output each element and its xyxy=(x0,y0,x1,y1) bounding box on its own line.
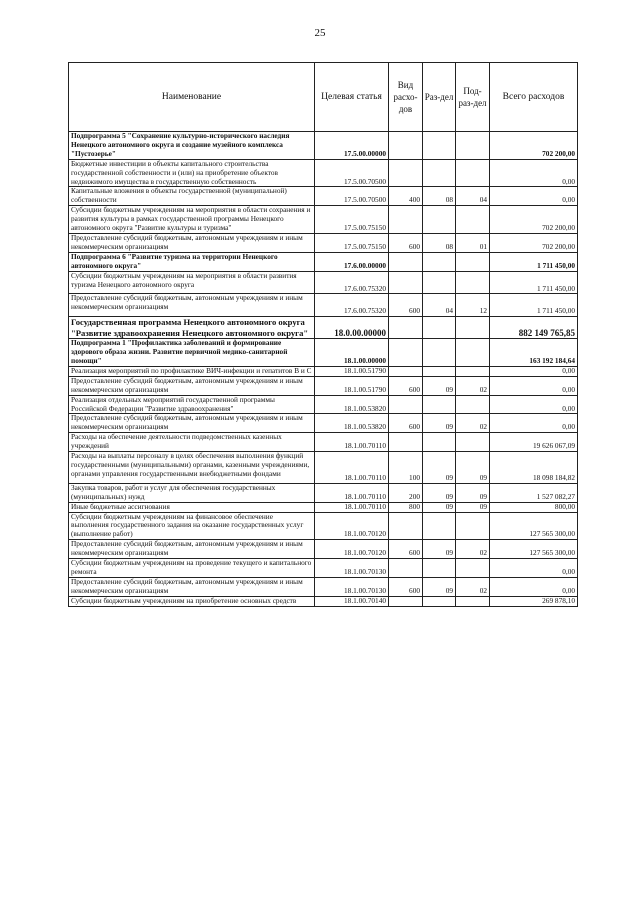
cell-name: Субсидии бюджетным учреждениям на мероприятия в области сохранения и развития культуры в рамках государственной программы Ненецкого автономного округа "Развитие культуры и туризма" xyxy=(69,206,315,234)
cell-section xyxy=(423,317,456,339)
cell-total: 1 711 450,00 xyxy=(490,252,578,271)
table-row xyxy=(69,395,578,414)
cell-type: 600 xyxy=(389,233,423,252)
table-row xyxy=(69,233,578,252)
cell-subsection: 02 xyxy=(456,414,490,433)
cell-article: 17.5.00.75150 xyxy=(315,206,389,234)
cell-type: 600 xyxy=(389,577,423,596)
cell-total: 0,00 xyxy=(490,414,578,433)
cell-type xyxy=(389,159,423,187)
table-row xyxy=(69,512,578,540)
cell-name: Субсидии бюджетным учреждениям на финансовое обеспечение выполнения государственного задания на оказание государственных услуг (выполнение работ) xyxy=(69,512,315,540)
cell-name: Реализация отдельных мероприятий государственной программы Российской Федерации "Развитие здравоохранения" xyxy=(69,395,315,414)
cell-subsection xyxy=(456,159,490,187)
cell-section: 09 xyxy=(423,414,456,433)
cell-article: 18.0.00.00000 xyxy=(315,317,389,339)
cell-article: 18.1.00.70120 xyxy=(315,540,389,559)
table-row xyxy=(69,132,578,160)
cell-subsection xyxy=(456,252,490,271)
cell-section xyxy=(423,159,456,187)
cell-section xyxy=(423,433,456,452)
cell-name: Государственная программа Ненецкого автономного округа "Развитие здравоохранения Ненецкого автономного округа" xyxy=(69,317,315,339)
cell-name: Подпрограмма 1 "Профилактика заболеваний и формирование здорового образа жизни. Развитие первичной медико-санитарной помощи" xyxy=(69,339,315,367)
table-row xyxy=(69,483,578,502)
header-total: Всего расходов xyxy=(490,63,578,132)
cell-section: 08 xyxy=(423,233,456,252)
cell-article: 18.1.00.70130 xyxy=(315,559,389,578)
table-row xyxy=(69,452,578,484)
cell-subsection: 09 xyxy=(456,452,490,484)
cell-article: 17.5.00.00000 xyxy=(315,132,389,160)
budget-table xyxy=(68,62,578,607)
header-section: Раз-дел xyxy=(423,63,456,132)
cell-total: 269 878,10 xyxy=(490,596,578,606)
cell-section: 09 xyxy=(423,502,456,512)
cell-name: Капитальные вложения в объекты государственной (муниципальной) собственности xyxy=(69,187,315,206)
table-row xyxy=(69,294,578,317)
cell-subsection: 02 xyxy=(456,540,490,559)
cell-total: 800,00 xyxy=(490,502,578,512)
cell-name: Иные бюджетные ассигнования xyxy=(69,502,315,512)
cell-total: 0,00 xyxy=(490,395,578,414)
cell-name: Бюджетные инвестиции в объекты капитального строительства государственной собственности и (или) на приобретение объектов недвижимого имущества в государственную собственность xyxy=(69,159,315,187)
cell-article: 18.1.00.53820 xyxy=(315,395,389,414)
cell-section xyxy=(423,132,456,160)
cell-total: 702 200,00 xyxy=(490,233,578,252)
cell-total: 1 711 450,00 xyxy=(490,271,578,294)
table-row xyxy=(69,159,578,187)
header-article: Целевая статья xyxy=(315,63,389,132)
cell-section xyxy=(423,339,456,367)
cell-article: 18.1.00.70120 xyxy=(315,512,389,540)
cell-subsection: 09 xyxy=(456,502,490,512)
cell-total: 0,00 xyxy=(490,187,578,206)
cell-article: 18.1.00.70130 xyxy=(315,577,389,596)
header-type: Вид расхо-дов xyxy=(389,63,423,132)
cell-total: 702 200,00 xyxy=(490,132,578,160)
cell-name: Предоставление субсидий бюджетным, автономным учреждениям и иным некоммерческим организациям xyxy=(69,294,315,317)
table-row xyxy=(69,577,578,596)
cell-subsection xyxy=(456,206,490,234)
cell-article: 18.1.00.51790 xyxy=(315,366,389,376)
header-row xyxy=(69,63,578,132)
cell-section: 09 xyxy=(423,376,456,395)
page-number: 25 xyxy=(314,27,326,39)
table-row xyxy=(69,187,578,206)
cell-section xyxy=(423,512,456,540)
cell-name: Расходы на выплаты персоналу в целях обеспечения выполнения функций государственными (муниципальными) органами, казенными учреждениями, органами управления государственными внебюджетными фондами xyxy=(69,452,315,484)
cell-total: 127 565 300,00 xyxy=(490,512,578,540)
table-body xyxy=(69,132,578,607)
cell-subsection xyxy=(456,433,490,452)
cell-article: 17.5.00.70500 xyxy=(315,187,389,206)
cell-name: Субсидии бюджетным учреждениям на проведение текущего и капитального ремонта xyxy=(69,559,315,578)
cell-total: 0,00 xyxy=(490,559,578,578)
cell-section: 09 xyxy=(423,540,456,559)
cell-section xyxy=(423,206,456,234)
cell-subsection: 12 xyxy=(456,294,490,317)
cell-type xyxy=(389,339,423,367)
cell-article: 18.1.00.70140 xyxy=(315,596,389,606)
cell-name: Предоставление субсидий бюджетным, автономным учреждениям и иным некоммерческим организациям xyxy=(69,233,315,252)
cell-name: Предоставление субсидий бюджетным, автономным учреждениям и иным некоммерческим организациям xyxy=(69,540,315,559)
cell-type xyxy=(389,596,423,606)
cell-type xyxy=(389,366,423,376)
cell-total: 1 527 082,27 xyxy=(490,483,578,502)
cell-total: 882 149 765,85 xyxy=(490,317,578,339)
cell-subsection xyxy=(456,559,490,578)
cell-subsection xyxy=(456,596,490,606)
table-row xyxy=(69,271,578,294)
cell-name: Реализация мероприятий по профилактике ВИЧ-инфекции и гепатитов В и С xyxy=(69,366,315,376)
cell-section: 09 xyxy=(423,483,456,502)
cell-type: 600 xyxy=(389,540,423,559)
cell-subsection xyxy=(456,366,490,376)
table-row xyxy=(69,376,578,395)
cell-type: 600 xyxy=(389,376,423,395)
cell-name: Предоставление субсидий бюджетным, автономным учреждениям и иным некоммерческим организациям xyxy=(69,577,315,596)
cell-type xyxy=(389,132,423,160)
cell-type xyxy=(389,271,423,294)
cell-article: 18.1.00.70110 xyxy=(315,502,389,512)
cell-name: Субсидии бюджетным учреждениям на мероприятия в области развития туризма Ненецкого автономного округа xyxy=(69,271,315,294)
cell-total: 163 192 184,64 xyxy=(490,339,578,367)
cell-total: 1 711 450,00 xyxy=(490,294,578,317)
cell-name: Подпрограмма 5 "Сохранение культурно-исторического наследия Ненецкого автономного округа и создание музейного комплекса "Пустозерье" xyxy=(69,132,315,160)
cell-subsection xyxy=(456,339,490,367)
cell-section: 09 xyxy=(423,577,456,596)
cell-section xyxy=(423,271,456,294)
cell-type: 800 xyxy=(389,502,423,512)
cell-article: 17.6.00.75320 xyxy=(315,294,389,317)
cell-total: 0,00 xyxy=(490,159,578,187)
cell-name: Закупка товаров, работ и услуг для обеспечения государственных (муниципальных) нужд xyxy=(69,483,315,502)
cell-type: 600 xyxy=(389,294,423,317)
cell-type xyxy=(389,433,423,452)
cell-subsection xyxy=(456,132,490,160)
cell-total: 0,00 xyxy=(490,376,578,395)
cell-section: 04 xyxy=(423,294,456,317)
cell-section xyxy=(423,252,456,271)
cell-section xyxy=(423,559,456,578)
cell-type: 600 xyxy=(389,414,423,433)
table-row xyxy=(69,317,578,339)
cell-article: 17.6.00.75320 xyxy=(315,271,389,294)
cell-type xyxy=(389,317,423,339)
cell-total: 127 565 300,00 xyxy=(490,540,578,559)
cell-type xyxy=(389,512,423,540)
table-row xyxy=(69,252,578,271)
cell-subsection: 04 xyxy=(456,187,490,206)
cell-name: Предоставление субсидий бюджетным, автономным учреждениям и иным некоммерческим организациям xyxy=(69,414,315,433)
cell-article: 18.1.00.51790 xyxy=(315,376,389,395)
cell-subsection xyxy=(456,512,490,540)
cell-subsection: 09 xyxy=(456,483,490,502)
cell-article: 17.5.00.75150 xyxy=(315,233,389,252)
cell-section: 08 xyxy=(423,187,456,206)
cell-article: 17.6.00.00000 xyxy=(315,252,389,271)
cell-total: 19 626 067,09 xyxy=(490,433,578,452)
cell-article: 18.1.00.00000 xyxy=(315,339,389,367)
cell-section xyxy=(423,366,456,376)
cell-subsection xyxy=(456,317,490,339)
cell-section: 09 xyxy=(423,452,456,484)
table-row xyxy=(69,366,578,376)
table-row xyxy=(69,502,578,512)
cell-type: 200 xyxy=(389,483,423,502)
cell-total: 702 200,00 xyxy=(490,206,578,234)
cell-article: 18.1.00.70110 xyxy=(315,483,389,502)
cell-type xyxy=(389,252,423,271)
header-subsection: Под-раз-дел xyxy=(456,63,490,132)
table-row xyxy=(69,540,578,559)
table-row xyxy=(69,596,578,606)
cell-total: 0,00 xyxy=(490,577,578,596)
cell-name: Расходы на обеспечение деятельности подведомственных казенных учреждений xyxy=(69,433,315,452)
cell-subsection xyxy=(456,271,490,294)
header-name: Наименование xyxy=(69,63,315,132)
cell-total: 0,00 xyxy=(490,366,578,376)
cell-name: Подпрограмма 6 "Развитие туризма на территории Ненецкого автономного округа" xyxy=(69,252,315,271)
budget-table-container xyxy=(68,62,577,607)
table-row xyxy=(69,339,578,367)
cell-article: 18.1.00.53820 xyxy=(315,414,389,433)
cell-section xyxy=(423,395,456,414)
cell-subsection: 02 xyxy=(456,577,490,596)
cell-subsection xyxy=(456,395,490,414)
cell-total: 18 098 184,82 xyxy=(490,452,578,484)
cell-article: 17.5.00.70500 xyxy=(315,159,389,187)
cell-type: 400 xyxy=(389,187,423,206)
table-row xyxy=(69,414,578,433)
table-row xyxy=(69,206,578,234)
table-row xyxy=(69,433,578,452)
cell-type: 100 xyxy=(389,452,423,484)
cell-name: Субсидии бюджетным учреждениям на приобретение основных средств xyxy=(69,596,315,606)
cell-type xyxy=(389,395,423,414)
cell-section xyxy=(423,596,456,606)
cell-name: Предоставление субсидий бюджетным, автономным учреждениям и иным некоммерческим организациям xyxy=(69,376,315,395)
table-row xyxy=(69,559,578,578)
cell-type xyxy=(389,559,423,578)
cell-article: 18.1.00.70110 xyxy=(315,452,389,484)
cell-article: 18.1.00.70110 xyxy=(315,433,389,452)
cell-subsection: 01 xyxy=(456,233,490,252)
cell-subsection: 02 xyxy=(456,376,490,395)
cell-type xyxy=(389,206,423,234)
